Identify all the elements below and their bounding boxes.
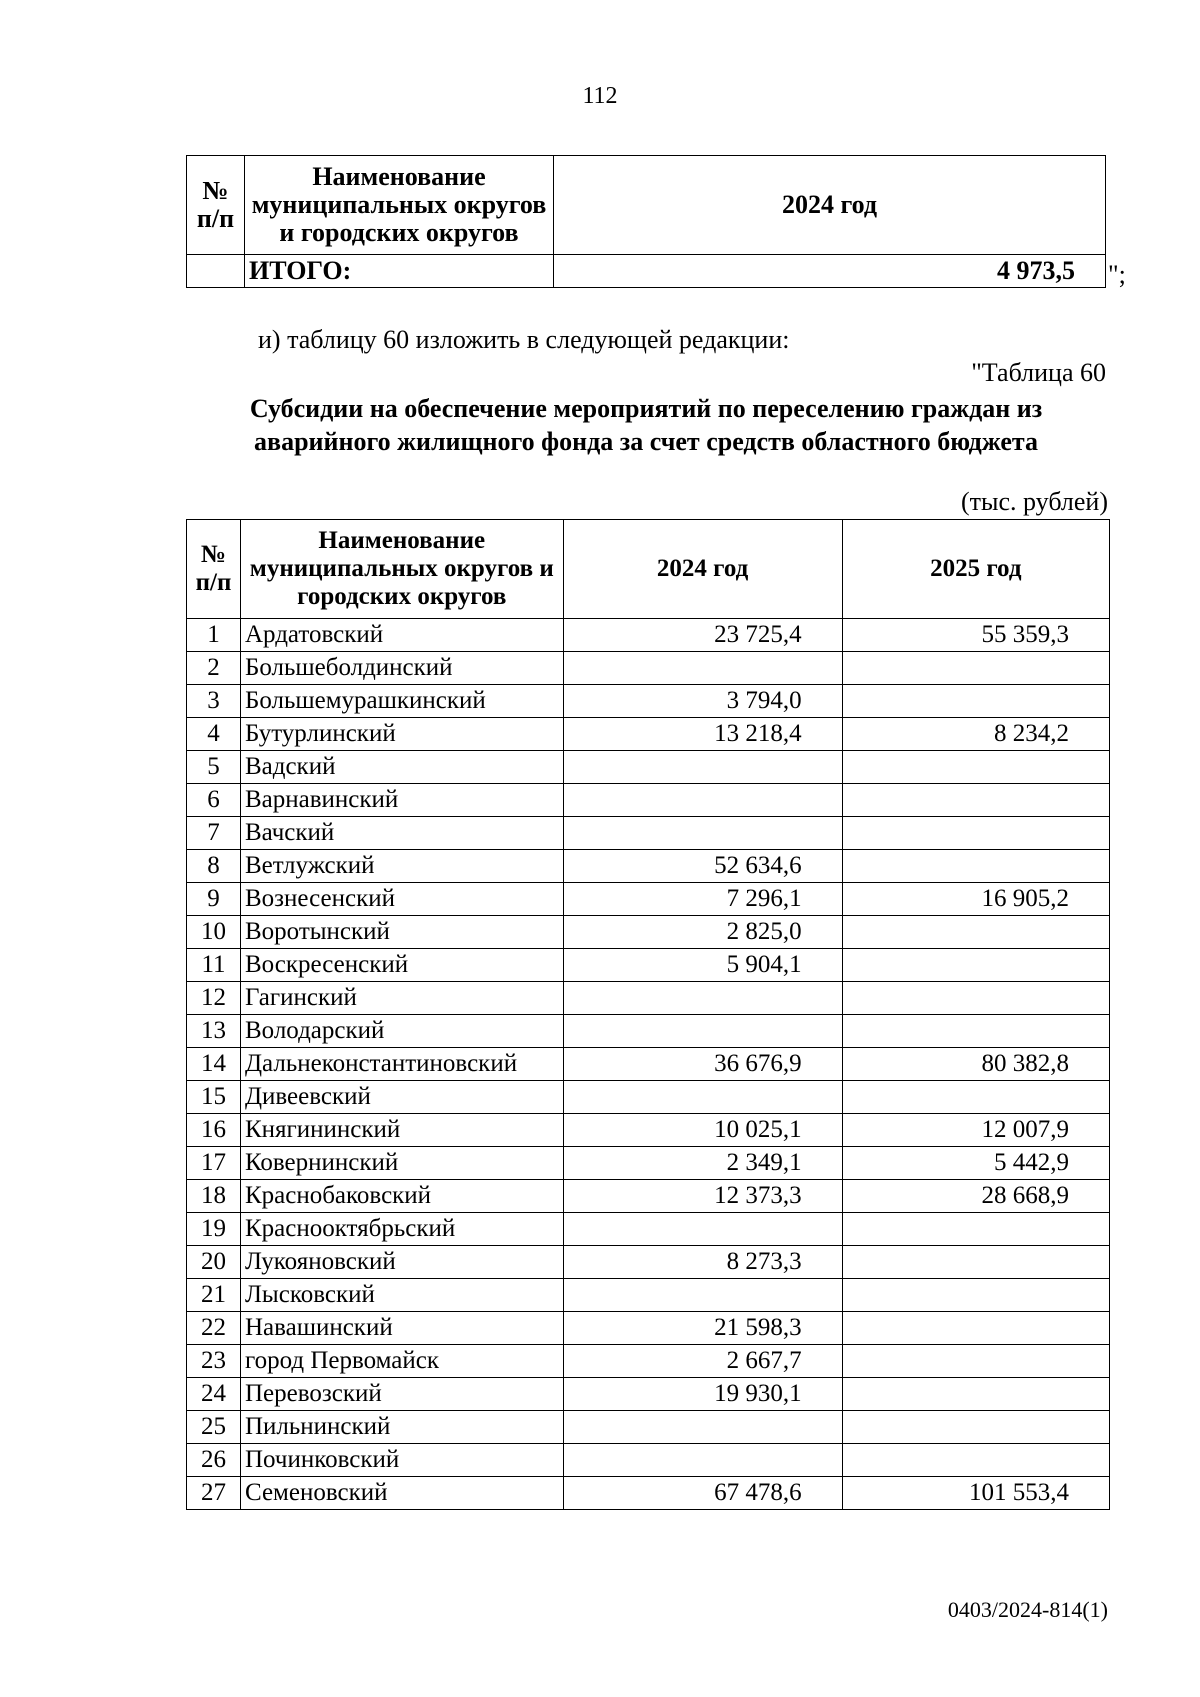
municipality-name: Большемурашкинский bbox=[240, 685, 563, 718]
table-row bbox=[187, 1081, 1110, 1114]
value-2024: 52 634,6 bbox=[563, 850, 842, 883]
value-2025 bbox=[842, 850, 1109, 883]
value-2025 bbox=[842, 1246, 1109, 1279]
value-2025: 80 382,8 bbox=[842, 1048, 1109, 1081]
municipality-name: Большеболдинский bbox=[240, 652, 563, 685]
value-2025: 12 007,9 bbox=[842, 1114, 1109, 1147]
value-2025 bbox=[842, 751, 1109, 784]
value-2025 bbox=[842, 1378, 1109, 1411]
header-num: № п/п bbox=[187, 156, 245, 255]
value-2025: 16 905,2 bbox=[842, 883, 1109, 916]
row-number: 18 bbox=[187, 1180, 241, 1213]
row-number: 19 bbox=[187, 1213, 241, 1246]
municipality-name: Семеновский bbox=[240, 1477, 563, 1510]
value-2025 bbox=[842, 1279, 1109, 1312]
value-2025 bbox=[842, 1444, 1109, 1477]
value-2025: 101 553,4 bbox=[842, 1477, 1109, 1510]
table-row bbox=[187, 817, 1110, 850]
value-2024: 10 025,1 bbox=[563, 1114, 842, 1147]
table-row bbox=[187, 949, 1110, 982]
row-number: 27 bbox=[187, 1477, 241, 1510]
header-num: № п/п bbox=[187, 520, 241, 619]
municipality-name: Варнавинский bbox=[240, 784, 563, 817]
row-number: 26 bbox=[187, 1444, 241, 1477]
value-2025 bbox=[842, 1411, 1109, 1444]
row-number: 9 bbox=[187, 883, 241, 916]
table-row bbox=[187, 1246, 1110, 1279]
instruction-text: и) таблицу 60 изложить в следующей редакции: bbox=[258, 325, 790, 354]
municipality-name: Вачский bbox=[240, 817, 563, 850]
row-number: 23 bbox=[187, 1345, 241, 1378]
row-number: 3 bbox=[187, 685, 241, 718]
total-row bbox=[187, 255, 1106, 288]
row-number: 20 bbox=[187, 1246, 241, 1279]
municipality-name: Вознесенский bbox=[240, 883, 563, 916]
table-title: Субсидии на обеспечение мероприятий по переселению граждан из аварийного жилищного фонда за счет средств областного бюджета bbox=[249, 394, 1043, 456]
municipality-name: Дивеевский bbox=[240, 1081, 563, 1114]
row-number: 4 bbox=[187, 718, 241, 751]
value-2024: 19 930,1 bbox=[563, 1378, 842, 1411]
value-2025 bbox=[842, 982, 1109, 1015]
table-number: "Таблица 60 bbox=[971, 358, 1106, 387]
value-2024 bbox=[563, 1444, 842, 1477]
value-2024 bbox=[563, 652, 842, 685]
table-row bbox=[187, 1180, 1110, 1213]
row-number: 14 bbox=[187, 1048, 241, 1081]
value-2024: 12 373,3 bbox=[563, 1180, 842, 1213]
municipality-name: Лысковский bbox=[240, 1279, 563, 1312]
row-number: 7 bbox=[187, 817, 241, 850]
table-row bbox=[187, 718, 1110, 751]
value-2025 bbox=[842, 685, 1109, 718]
table-row bbox=[187, 619, 1110, 652]
total-value: 4 973,5 bbox=[554, 255, 1106, 288]
total-num-cell bbox=[187, 255, 245, 288]
value-2024: 13 218,4 bbox=[563, 718, 842, 751]
value-2025 bbox=[842, 652, 1109, 685]
value-2024 bbox=[563, 784, 842, 817]
total-label: ИТОГО: bbox=[245, 255, 554, 288]
table-row bbox=[187, 1015, 1110, 1048]
table-row bbox=[187, 1312, 1110, 1345]
header-2025: 2025 год bbox=[842, 520, 1109, 619]
table-row bbox=[187, 784, 1110, 817]
value-2024: 3 794,0 bbox=[563, 685, 842, 718]
value-2024: 36 676,9 bbox=[563, 1048, 842, 1081]
municipality-name: город Первомайск bbox=[240, 1345, 563, 1378]
table-row bbox=[187, 1114, 1110, 1147]
value-2025 bbox=[842, 1312, 1109, 1345]
value-2024: 2 667,7 bbox=[563, 1345, 842, 1378]
municipality-name: Ковернинский bbox=[240, 1147, 563, 1180]
table-row bbox=[187, 1378, 1110, 1411]
row-number: 13 bbox=[187, 1015, 241, 1048]
units-label: (тыс. рублей) bbox=[960, 487, 1108, 516]
value-2024 bbox=[563, 1015, 842, 1048]
value-2025 bbox=[842, 1015, 1109, 1048]
table-header-row bbox=[187, 520, 1110, 619]
value-2025 bbox=[842, 1081, 1109, 1114]
table-row bbox=[187, 1048, 1110, 1081]
municipality-name: Воротынский bbox=[240, 916, 563, 949]
row-number: 15 bbox=[187, 1081, 241, 1114]
municipality-name: Пильнинский bbox=[240, 1411, 563, 1444]
municipality-name: Краснобаковский bbox=[240, 1180, 563, 1213]
row-number: 12 bbox=[187, 982, 241, 1015]
table-row bbox=[187, 751, 1110, 784]
municipality-name: Навашинский bbox=[240, 1312, 563, 1345]
previous-table-tail bbox=[186, 155, 1106, 288]
header-name: Наименование муниципальных округов и городских округов bbox=[240, 520, 563, 619]
row-number: 21 bbox=[187, 1279, 241, 1312]
municipality-name: Володарский bbox=[240, 1015, 563, 1048]
row-number: 22 bbox=[187, 1312, 241, 1345]
page-number: 112 bbox=[582, 83, 618, 109]
row-number: 6 bbox=[187, 784, 241, 817]
municipality-name: Княгининский bbox=[240, 1114, 563, 1147]
municipality-name: Лукояновский bbox=[240, 1246, 563, 1279]
value-2024 bbox=[563, 817, 842, 850]
row-number: 8 bbox=[187, 850, 241, 883]
value-2025 bbox=[842, 916, 1109, 949]
municipality-name: Починковский bbox=[240, 1444, 563, 1477]
value-2024: 21 598,3 bbox=[563, 1312, 842, 1345]
subsidies-table bbox=[186, 519, 1110, 1510]
municipality-name: Перевозский bbox=[240, 1378, 563, 1411]
municipality-name: Ардатовский bbox=[240, 619, 563, 652]
table-row bbox=[187, 1147, 1110, 1180]
value-2025 bbox=[842, 817, 1109, 850]
row-number: 17 bbox=[187, 1147, 241, 1180]
row-number: 1 bbox=[187, 619, 241, 652]
value-2025 bbox=[842, 1213, 1109, 1246]
value-2025 bbox=[842, 784, 1109, 817]
table-row bbox=[187, 883, 1110, 916]
value-2024: 2 349,1 bbox=[563, 1147, 842, 1180]
value-2025 bbox=[842, 949, 1109, 982]
value-2024: 5 904,1 bbox=[563, 949, 842, 982]
value-2025: 28 668,9 bbox=[842, 1180, 1109, 1213]
municipality-name: Вадский bbox=[240, 751, 563, 784]
value-2024 bbox=[563, 1279, 842, 1312]
table-row bbox=[187, 982, 1110, 1015]
table-row bbox=[187, 1411, 1110, 1444]
table-row bbox=[187, 1477, 1110, 1510]
value-2024: 7 296,1 bbox=[563, 883, 842, 916]
municipality-name: Краснооктябрьский bbox=[240, 1213, 563, 1246]
value-2025: 8 234,2 bbox=[842, 718, 1109, 751]
value-2025: 55 359,3 bbox=[842, 619, 1109, 652]
value-2024: 67 478,6 bbox=[563, 1477, 842, 1510]
value-2024: 2 825,0 bbox=[563, 916, 842, 949]
value-2024: 23 725,4 bbox=[563, 619, 842, 652]
table-row bbox=[187, 916, 1110, 949]
table-row bbox=[187, 652, 1110, 685]
value-2024: 8 273,3 bbox=[563, 1246, 842, 1279]
value-2025: 5 442,9 bbox=[842, 1147, 1109, 1180]
municipality-name: Гагинский bbox=[240, 982, 563, 1015]
table-row bbox=[187, 1279, 1110, 1312]
table-row bbox=[187, 1444, 1110, 1477]
value-2024 bbox=[563, 751, 842, 784]
header-2024: 2024 год bbox=[554, 156, 1106, 255]
table-row bbox=[187, 1213, 1110, 1246]
row-number: 16 bbox=[187, 1114, 241, 1147]
table-row bbox=[187, 1345, 1110, 1378]
table-header-row bbox=[187, 156, 1106, 255]
row-number: 2 bbox=[187, 652, 241, 685]
header-2024: 2024 год bbox=[563, 520, 842, 619]
closing-quote: "; bbox=[1108, 260, 1126, 289]
municipality-name: Воскресенский bbox=[240, 949, 563, 982]
value-2024 bbox=[563, 1081, 842, 1114]
row-number: 25 bbox=[187, 1411, 241, 1444]
row-number: 24 bbox=[187, 1378, 241, 1411]
header-name: Наименование муниципальных округов и городских округов bbox=[245, 156, 554, 255]
row-number: 11 bbox=[187, 949, 241, 982]
table-row bbox=[187, 685, 1110, 718]
municipality-name: Бутурлинский bbox=[240, 718, 563, 751]
municipality-name: Дальнеконстантиновский bbox=[240, 1048, 563, 1081]
value-2024 bbox=[563, 1411, 842, 1444]
row-number: 10 bbox=[187, 916, 241, 949]
value-2025 bbox=[842, 1345, 1109, 1378]
value-2024 bbox=[563, 1213, 842, 1246]
document-code: 0403/2024-814(1) bbox=[947, 1597, 1108, 1622]
table-row bbox=[187, 850, 1110, 883]
value-2024 bbox=[563, 982, 842, 1015]
municipality-name: Ветлужский bbox=[240, 850, 563, 883]
row-number: 5 bbox=[187, 751, 241, 784]
